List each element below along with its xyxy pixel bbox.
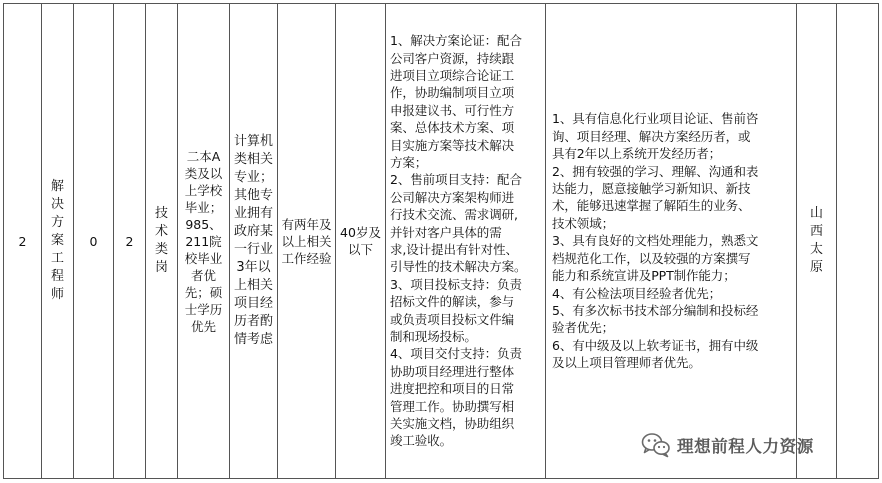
requirement-line: 技术领域； — [552, 215, 615, 231]
duty-line: 竣工验收。 — [390, 433, 453, 449]
duty-line: 并针对客户具体的需 — [390, 224, 502, 240]
duty-line: 4、项目交付支持：负责 — [390, 346, 522, 362]
education-cell — [178, 4, 230, 479]
col3-value: 0 — [89, 233, 98, 249]
education-requirement: 二本A类及以上学校毕业；985、211院校毕业者优先；硕士学历优先 — [184, 148, 223, 334]
requirement-line: 5、有多次标书技术部分编制和投标经 — [552, 302, 759, 318]
requirement-line: 4、有公检法项目经验者优先； — [552, 285, 722, 301]
wechat-icon — [641, 432, 671, 458]
duty-line: 进项目立项综合论证工 — [390, 67, 515, 83]
experience-cell — [278, 4, 336, 479]
duty-line: 招标文件的解读，参与 — [390, 294, 515, 310]
row-index: 2 — [18, 233, 27, 249]
job-duties — [386, 32, 542, 450]
job-category: 技术类岗 — [154, 206, 168, 275]
headcount-cell — [114, 4, 146, 479]
duty-line: 进度把控和项目的日常 — [390, 381, 515, 397]
row-index-cell — [4, 4, 42, 479]
duty-line: 管理工作。协助撰写相 — [390, 398, 515, 414]
duty-line: 公司客户资源，持续跟 — [390, 50, 515, 66]
requirement-line: 1、具有信息化行业项目论证、售前咨 — [552, 111, 759, 127]
requirement-line: 询、项目经理、解决方案经历者，或 — [552, 128, 751, 144]
requirement-line: 验者优先； — [552, 320, 615, 336]
requirement-line: 术，能够迅速掌握了解陌生的业务、 — [552, 198, 751, 214]
requirement-line: 达能力，愿意接触学习新知识、新技 — [552, 181, 751, 197]
requirement-line: 档规范化工作，以及较强的方案撰写 — [552, 250, 751, 266]
duty-line: 公司解决方案架构师进 — [390, 189, 515, 205]
duties-cell — [386, 4, 546, 479]
duty-line: 引导性的技术解决方案。 — [390, 259, 527, 275]
duty-line: 案、总体技术方案、项 — [390, 120, 515, 136]
position-name: 解决方案工程师 — [50, 179, 64, 302]
major-cell — [230, 4, 278, 479]
duty-line: 协助项目经理进行整体 — [390, 363, 515, 379]
experience-requirement: 有两年及以上相关工作经验 — [281, 216, 332, 266]
duty-line: 或负责项目投标文件编 — [390, 311, 515, 327]
age-requirement: 40岁及以下 — [340, 225, 381, 257]
duty-line: 目实施方案等技术解决 — [390, 137, 515, 153]
category-cell — [146, 4, 178, 479]
duty-line: 方案； — [390, 154, 428, 170]
watermark-text: 理想前程人力资源 — [677, 437, 814, 456]
table-row — [4, 4, 879, 479]
major-requirement: 计算机类相关专业；其他专业拥有政府某一行业3年以上相关项目经历者酌情考虑 — [233, 134, 273, 347]
duty-line: 制和现场投标。 — [390, 329, 477, 345]
requirement-line: 能力和系统宣讲及PPT制作能力； — [552, 268, 736, 284]
duty-line: 2、售前项目支持：配合 — [390, 172, 522, 188]
duty-line: 申报建议书、可行性方 — [390, 102, 515, 118]
duty-line: 1、解决方案论证：配合 — [390, 33, 522, 49]
job-requirements — [546, 110, 796, 371]
requirement-line: 2、拥有较强的学习、理解、沟通和表 — [552, 163, 759, 179]
watermark — [641, 431, 814, 459]
duty-line: 作，协助编制项目立项 — [390, 85, 515, 101]
col3-cell — [74, 4, 114, 479]
job-table — [3, 3, 879, 479]
requirement-line: 具有2年以上系统开发经历者； — [552, 146, 722, 162]
headcount-value: 2 — [125, 233, 134, 249]
requirement-line: 及以上项目管理师者优先。 — [552, 355, 701, 371]
duty-line: 行技术交流、需求调研, — [390, 207, 518, 223]
work-location: 山西太原 — [809, 206, 823, 275]
duty-line: 求,设计提出有针对性、 — [390, 242, 518, 257]
requirement-line: 6、有中级及以上软考证书，拥有中级 — [552, 337, 759, 353]
empty-cell — [837, 4, 879, 479]
requirements-cell — [546, 4, 797, 479]
duty-line: 3、项目投标支持：负责 — [390, 276, 522, 292]
position-cell — [42, 4, 74, 479]
age-cell — [336, 4, 386, 479]
duty-line: 关实施文档，协助组织 — [390, 416, 515, 432]
location-cell — [797, 4, 837, 479]
requirement-line: 3、具有良好的文档处理能力，熟悉文 — [552, 233, 759, 249]
